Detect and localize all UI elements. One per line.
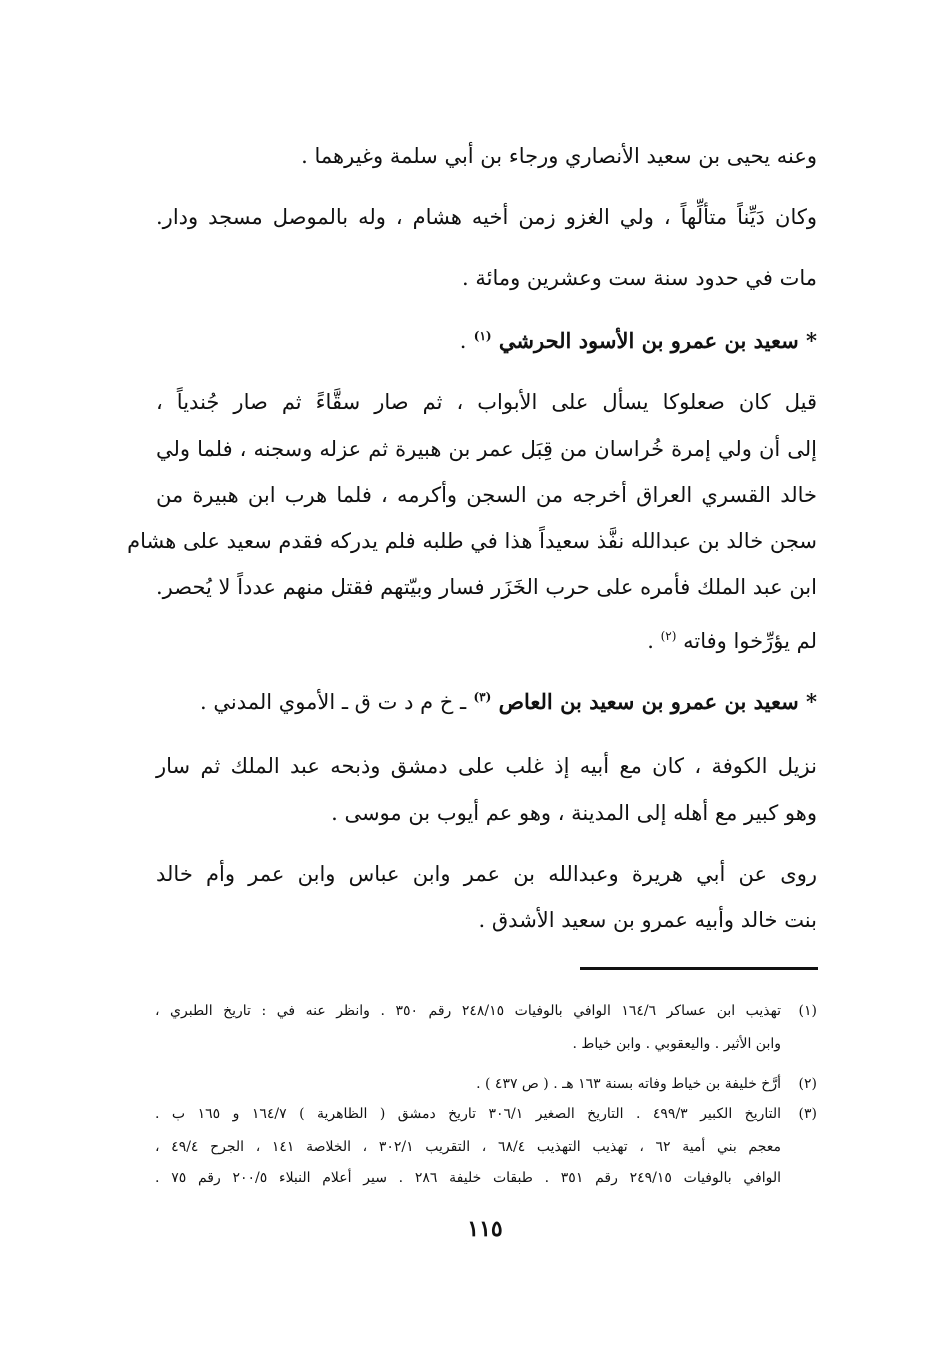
footnote-number: (١) [798,1003,817,1019]
entry-star: * [806,689,817,714]
heading-end: . [459,329,467,353]
paragraph-line: روى عن أبي هريرة وعبدالله بن عمر وابن عباس وابن عمر وأم خالد [156,862,817,886]
paragraph-line: وكان دَيِّناً متألِّهاً ، ولي الغزو زمن أخيه هشام ، وله بالموصل مسجد ودار. [156,205,817,229]
page-number: ١١٥ [467,1216,503,1242]
entry-name: سعيد بن عمرو بن الأسود الحرشي [498,328,799,353]
entry-name: سعيد بن عمرو بن سعيد بن العاص [498,689,799,714]
footnote-text: التاريخ الكبير ٤٩٩/٣ . التاريخ الصغير ٣٠٦/١ تاريخ دمشق ( الظاهرية ) ١٦٤/٧ و ١٦٥ ب . [155,1106,782,1122]
death-end: . [647,629,654,653]
footnote-text: معجم بني أمية ٦٢ ، تهذيب التهذيب ٦٨/٤ ، التقريب ٣٠٢/١ ، الخلاصة ١٤١ ، الجرح ٤٩/٤ ، [155,1139,782,1155]
paragraph-line: قيل كان صعلوكا يسأل على الأبواب ، ثم صار سقَّاءً ثم صار جُندياً ، [156,390,817,414]
death-text: لم يؤرِّخوا وفاته [683,629,817,653]
footnote-ref: (١) [473,329,492,343]
paragraph-line: ابن عبد الملك فأمره على حرب الخَزَر فسار وبيّتهم فقتل منهم عدداً لا يُحصر. [156,575,817,599]
death-note [647,627,817,655]
footnote-number: (٣) [798,1106,817,1122]
footnote-ref: (٢) [660,629,677,643]
entry-heading [200,688,817,716]
paragraph-line: وهو كبير مع أهله إلى المدينة ، وهو عم أيوب بن موسى . [331,801,817,825]
paragraph-line: خالد القسري العراق أخرجه من السجن وأكرمه ، فلما هرب ابن هبيرة من [156,483,817,507]
entry-star: * [806,328,817,353]
footnote-text: تهذيب ابن عساكر ١٦٤/٦ الوافي بالوفيات ٢٤٨/١٥ رقم ٣٥٠ . وانظر عنه في : تاريخ الطبري ، [155,1003,781,1019]
footnote-separator [580,967,818,970]
footnote-text: وابن الأثير . واليعقوبي . وابن خياط . [572,1036,781,1052]
paragraph-line: وعنه يحيى بن سعيد الأنصاري ورجاء بن أبي سلمة وغيرهما . [301,144,817,168]
paragraph-line: نزيل الكوفة ، كان مع أبيه إذ غلب على دمشق وذبحه عبد الملك ثم سار [156,754,817,778]
footnote-ref: (٣) [473,690,492,704]
paragraph-line: إلى أن ولي إمرة خُراسان من قِبَل عمر بن هبيرة ثم عزله وسجنه ، فلما ولي [156,437,817,461]
entry-heading [460,327,817,355]
footnote-text: الوافي بالوفيات ٢٤٩/١٥ رقم ٣٥١ . طبقات خليفة ٢٨٦ . سير أعلام النبلاء ٢٠٠/٥ رقم ٧٥ . [155,1170,782,1186]
footnote-text: أرَّخ خليفة بن خياط وفاته بسنة ١٦٣ هـ . ( ص ٤٣٧ ) . [476,1076,781,1092]
paragraph-line: مات في حدود سنة ست وعشرين ومائة . [462,266,817,290]
paragraph-line: بنت خالد وأبيه عمرو بن سعيد الأشدق . [478,908,817,932]
paragraph-line: سجن خالد بن عبدالله نفَّذ سعيداً هذا في طلبه فلم يدركه فقدم سعيد على هشام [127,529,817,553]
entry-codes: ـ خ م د ت ق ـ الأموي المدني . [200,690,467,714]
footnote-number: (٢) [798,1076,817,1092]
